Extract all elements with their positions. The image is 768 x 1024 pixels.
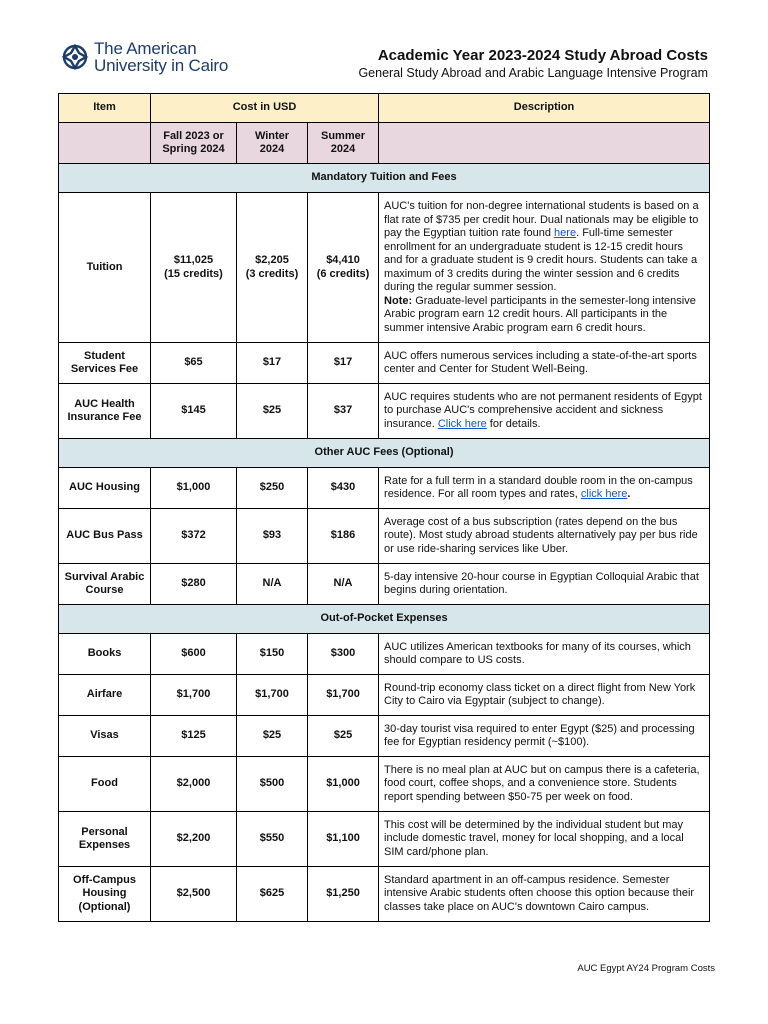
section-mandatory: Mandatory Tuition and Fees xyxy=(59,164,710,193)
table-row xyxy=(59,193,710,343)
cost-fall: $1,000 xyxy=(151,468,237,509)
cost-winter: $17 xyxy=(237,343,308,384)
cost-fall: $280 xyxy=(151,564,237,605)
cost-winter: $25 xyxy=(237,716,308,757)
cost-winter: $25 xyxy=(237,384,308,439)
cost-fall: $2,500 xyxy=(151,867,237,922)
cost-fall: $1,700 xyxy=(151,675,237,716)
cost-summer: N/A xyxy=(308,564,379,605)
cost-winter: N/A xyxy=(237,564,308,605)
description-cell: AUC offers numerous services including a state-of-the-art sports center and Center for Student Well-Being. xyxy=(379,343,710,384)
cost-winter xyxy=(237,193,308,343)
item-cell: Tuition xyxy=(59,193,151,343)
cost-summer: $1,000 xyxy=(308,757,379,812)
table-row xyxy=(59,675,710,716)
col-header-item: Item xyxy=(59,94,151,123)
table-row xyxy=(59,716,710,757)
item-cell: Visas xyxy=(59,716,151,757)
note-label: Note: xyxy=(384,294,413,307)
cost-fall: $2,200 xyxy=(151,812,237,867)
auc-logo xyxy=(60,40,228,74)
section-other-fees: Other AUC Fees (Optional) xyxy=(59,439,710,468)
cost-winter: $93 xyxy=(237,509,308,564)
cost-winter: $1,700 xyxy=(237,675,308,716)
section-row xyxy=(59,164,710,193)
cost-summer: $1,700 xyxy=(308,675,379,716)
description-text: Rate for a full term in a standard double room in the on-campus residence. For all room types and rates, xyxy=(384,474,693,500)
description-text: . xyxy=(627,488,631,500)
cost-summer: $37 xyxy=(308,384,379,439)
description-cell: This cost will be determined by the individual student but may include domestic travel, money for local shopping, and a local SIM card/phone plan. xyxy=(379,812,710,867)
description-cell: 30-day tourist visa required to enter Egypt ($25) and processing fee for Egyptian residency permit (~$100). xyxy=(379,716,710,757)
cost-note: (6 credits) xyxy=(316,267,370,280)
section-row xyxy=(59,439,710,468)
cost-fall: $372 xyxy=(151,509,237,564)
description-cell: 5-day intensive 20-hour course in Egyptian Colloquial Arabic that begins during orientation. xyxy=(379,564,710,605)
item-cell: Airfare xyxy=(59,675,151,716)
cost-fall: $2,000 xyxy=(151,757,237,812)
subheader-blank-desc xyxy=(379,123,710,164)
subheader-blank xyxy=(59,123,151,164)
table-row xyxy=(59,757,710,812)
cost-summer: $430 xyxy=(308,468,379,509)
cost-summer: $300 xyxy=(308,634,379,675)
cost-winter: $550 xyxy=(237,812,308,867)
page-subtitle: General Study Abroad and Arabic Language Intensive Program xyxy=(358,66,708,80)
table-row xyxy=(59,634,710,675)
description-cell: AUC utilizes American textbooks for many of its courses, which should compare to US costs. xyxy=(379,634,710,675)
cost-summer xyxy=(308,193,379,343)
header-row xyxy=(59,94,710,123)
item-cell: AUC Bus Pass xyxy=(59,509,151,564)
title-block xyxy=(358,47,708,81)
col-header-cost: Cost in USD xyxy=(151,94,379,123)
cost-winter: $625 xyxy=(237,867,308,922)
item-cell: Food xyxy=(59,757,151,812)
section-out-of-pocket: Out-of-Pocket Expenses xyxy=(59,605,710,634)
table-row xyxy=(59,468,710,509)
subheader-summer: Summer 2024 xyxy=(308,123,379,164)
description-text: AUC's tuition for non-degree international students is based on a flat rate of $735 per credit hour. Dual nationals may be eligible to pay the Egyptian tuition rate found xyxy=(384,200,699,239)
description-cell: Average cost of a bus subscription (rates depend on the bus route). Most study abroad students alternatively pay per bus ride or use ride-sharing services like Uber. xyxy=(379,509,710,564)
item-cell: Books xyxy=(59,634,151,675)
table-row xyxy=(59,564,710,605)
item-cell: AUC Housing xyxy=(59,468,151,509)
description-text: . Full-time semester enrollment for an undergraduate student is 12-15 credit hours and for a graduate student is 9 credit hours. Students can take a maximum of 3 credits during the winter session and 6 credits during the regular summer session. xyxy=(384,227,698,293)
cost-amount: $2,205 xyxy=(255,254,289,266)
cost-summer: $1,250 xyxy=(308,867,379,922)
cost-summer: $186 xyxy=(308,509,379,564)
page-title: Academic Year 2023-2024 Study Abroad Costs xyxy=(377,47,708,64)
tuition-rate-link[interactable]: here xyxy=(554,227,577,239)
cost-fall: $125 xyxy=(151,716,237,757)
description-cell xyxy=(379,193,710,343)
subheader-fall-spring: Fall 2023 or Spring 2024 xyxy=(151,123,237,164)
subheader-row xyxy=(59,123,710,164)
cost-amount: $11,025 xyxy=(173,254,214,266)
description-cell xyxy=(379,384,710,439)
item-cell: Off-Campus Housing (Optional) xyxy=(59,867,151,922)
table-row xyxy=(59,812,710,867)
cost-fall: $145 xyxy=(151,384,237,439)
item-cell: Personal Expenses xyxy=(59,812,151,867)
cost-summer: $17 xyxy=(308,343,379,384)
description-cell: There is no meal plan at AUC but on campus there is a cafeteria, food court, coffee shops, and a convenience store. Students report spending between $50-75 per week on food. xyxy=(379,757,710,812)
note-text: Graduate-level participants in the semester-long intensive Arabic program earn 12 credit hours. All participants in the summer intensive Arabic program earn 6 credit hours. xyxy=(384,294,696,334)
cost-winter: $250 xyxy=(237,468,308,509)
cost-amount: $4,410 xyxy=(326,254,360,266)
logo-line-2: University in Cairo xyxy=(94,56,229,75)
item-cell: Student Services Fee xyxy=(59,343,151,384)
cost-note: (15 credits) xyxy=(164,267,223,280)
col-header-description: Description xyxy=(379,94,710,123)
table-row xyxy=(59,384,710,439)
cost-fall xyxy=(151,193,237,343)
description-cell: Round-trip economy class ticket on a direct flight from New York City to Cairo via Egyptair (subject to change). xyxy=(379,675,710,716)
description-cell: Standard apartment in an off-campus residence. Semester intensive Arabic students often choose this option because their classes take place on AUC's downtown Cairo campus. xyxy=(379,867,710,922)
cost-summer: $25 xyxy=(308,716,379,757)
cost-fall: $600 xyxy=(151,634,237,675)
table-row xyxy=(59,343,710,384)
section-row xyxy=(59,605,710,634)
description-cell xyxy=(379,468,710,509)
item-cell: Survival Arabic Course xyxy=(59,564,151,605)
auc-emblem-icon xyxy=(60,42,90,72)
room-rates-link[interactable]: click here xyxy=(580,488,628,500)
table-row xyxy=(59,867,710,922)
page-footer: AUC Egypt AY24 Program Costs xyxy=(577,963,715,974)
insurance-details-link[interactable]: Click here xyxy=(437,417,487,430)
cost-note: (3 credits) xyxy=(245,267,299,280)
cost-summer: $1,100 xyxy=(308,812,379,867)
cost-fall: $65 xyxy=(151,343,237,384)
description-text: for details. xyxy=(486,417,541,430)
logo-line-1: The American xyxy=(94,39,197,58)
subheader-winter: Winter 2024 xyxy=(237,123,308,164)
item-cell: AUC Health Insurance Fee xyxy=(59,384,151,439)
costs-table xyxy=(58,93,710,922)
cost-winter: $150 xyxy=(237,634,308,675)
cost-winter: $500 xyxy=(237,757,308,812)
description-text: AUC requires students who are not permanent residents of Egypt to purchase AUC's comprehensive accident and sickness insurance. xyxy=(384,390,702,430)
table-row xyxy=(59,509,710,564)
